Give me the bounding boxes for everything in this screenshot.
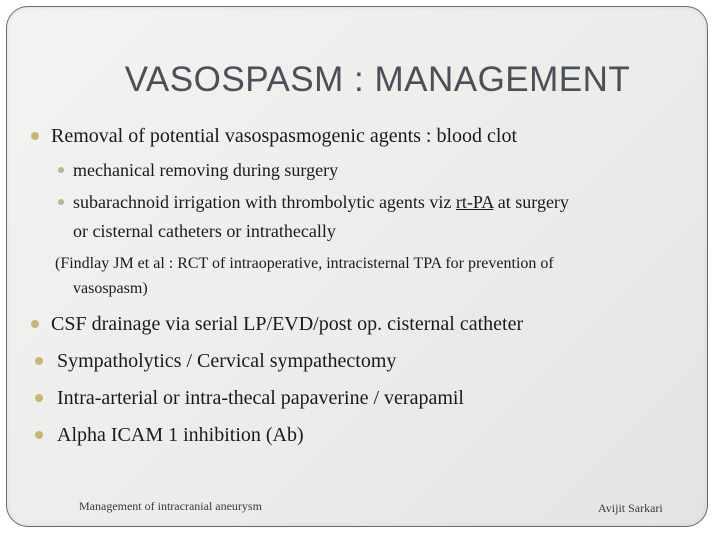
slide-title: VASOSPASM : MANAGEMENT: [124, 60, 631, 99]
bullet-icon: [31, 132, 39, 140]
bullet-icon: [35, 431, 43, 439]
bullet-icon: [35, 357, 43, 365]
sub-bullet-mechanical: mechanical removing during surgery: [73, 160, 339, 180]
bullet-csf-drainage: CSF drainage via serial LP/EVD/post op. cisternal catheter: [51, 313, 524, 335]
irrigation-text-end: at surgery: [493, 192, 569, 212]
citation-findlay: (Findlay JM et al : RCT of intraoperative, intracisternal TPA for prevention of: [55, 255, 554, 272]
citation-findlay-cont: vasospasm): [73, 280, 148, 297]
bullet-icam: Alpha ICAM 1 inhibition (Ab): [57, 424, 304, 446]
sub-bullet-irrigation: [73, 192, 569, 213]
footer-left: Management of intracranial aneurysm: [79, 499, 262, 513]
bullet-papaverine: Intra-arterial or intra-thecal papaverine / verapamil: [57, 387, 464, 409]
rt-pa-term: rt-PA: [455, 192, 494, 212]
bullet-icon: [31, 320, 39, 328]
footer-right: Avijit Sarkari: [598, 501, 663, 515]
sub-bullet-icon: [58, 199, 64, 205]
irrigation-text-start: subarachnoid irrigation with thrombolytic agents viz: [73, 192, 456, 212]
bullet-icon: [35, 394, 43, 402]
bullet-sympatholytics: Sympatholytics / Cervical sympathectomy: [57, 350, 397, 372]
bullet-removal-agents: Removal of potential vasospasmogenic agents : blood clot: [51, 125, 518, 147]
sub-bullet-irrigation-cont: or cisternal catheters or intrathecally: [73, 221, 336, 241]
sub-bullet-icon: [58, 167, 64, 173]
